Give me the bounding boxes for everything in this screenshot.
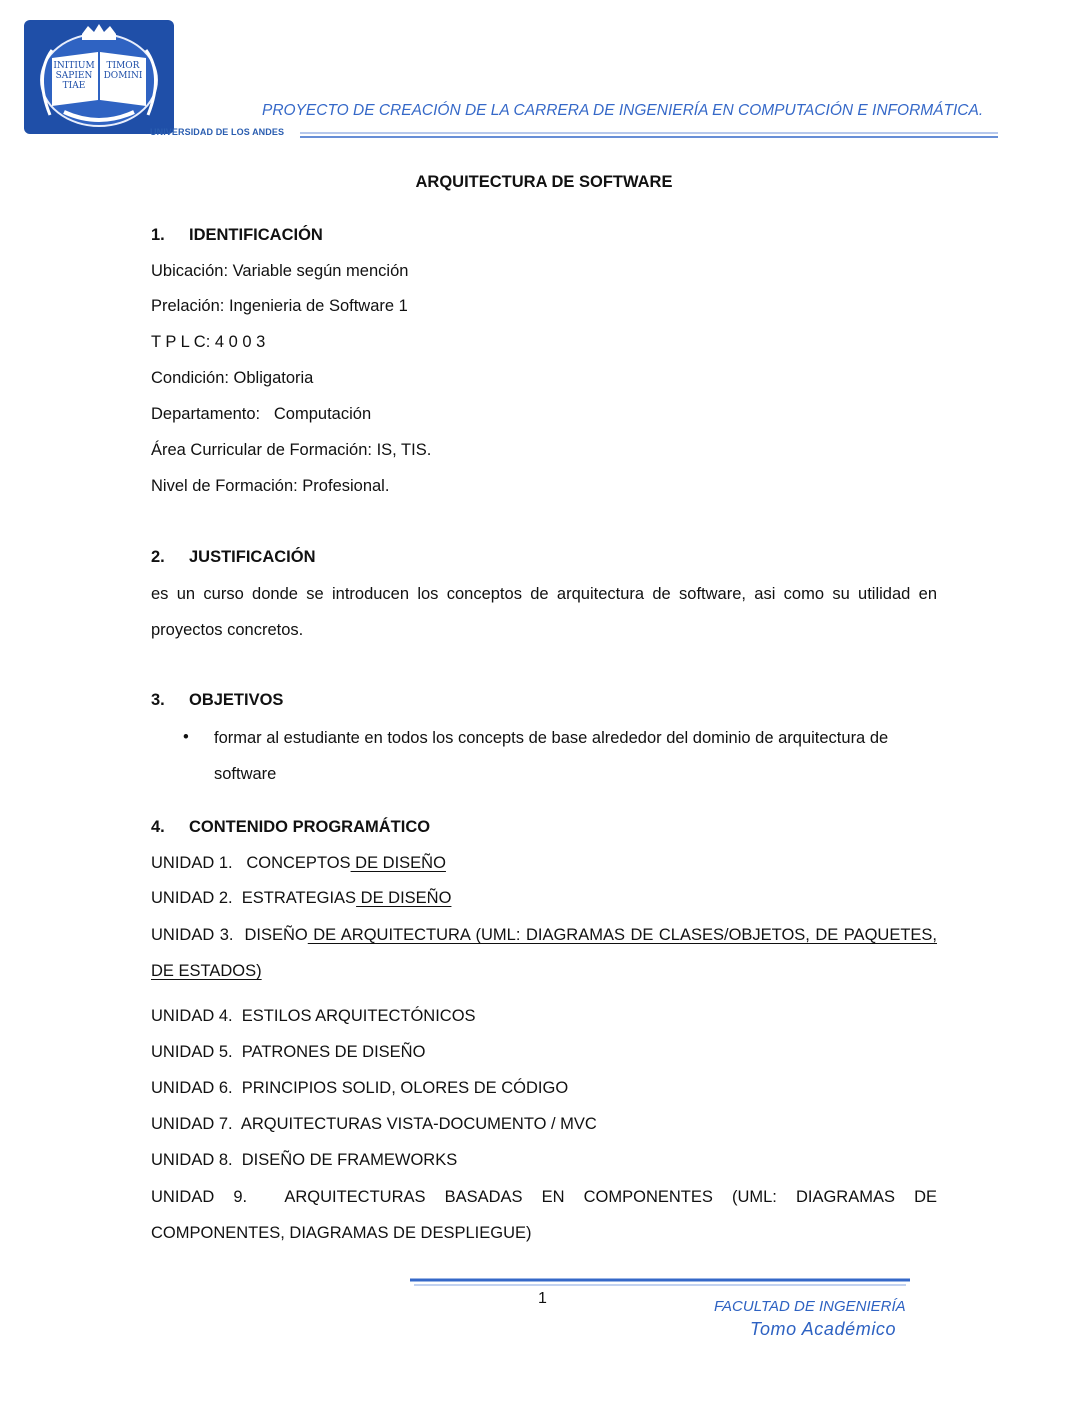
section-number: 3.	[151, 691, 165, 709]
unidad-underlined-text: DE ARQUITECTURA (UML: DIAGRAMAS DE CLASES/OBJETOS, DE PAQUETES, DE ESTADOS)	[151, 926, 937, 980]
justificacion-paragraph: es un curso donde se introducen los conceptos de arquitectura de software, asi como su utilidad en proyectos concretos.	[151, 585, 937, 639]
ident-nivel: Nivel de Formación: Profesional.	[151, 477, 390, 495]
svg-text:TIMOR: TIMOR	[106, 61, 140, 71]
svg-text:TIAE: TIAE	[62, 81, 86, 91]
unidad-1	[151, 854, 446, 873]
ident-departamento: Departamento: Computación	[151, 405, 372, 423]
ident-prelacion: Prelación: Ingenieria de Software 1	[151, 297, 408, 315]
page-number: 1	[538, 1290, 547, 1307]
section-heading-objetivos	[151, 691, 283, 710]
section-heading-identificacion	[151, 226, 323, 245]
section-number: 4.	[151, 818, 165, 836]
unidad-label: UNIDAD 3. DISEÑO	[151, 926, 308, 944]
svg-text:INITIUM: INITIUM	[53, 61, 95, 71]
unidad-label: UNIDAD 1. CONCEPTOS	[151, 854, 351, 872]
document-title: ARQUITECTURA DE SOFTWARE	[415, 173, 673, 191]
header-divider	[300, 126, 998, 134]
section-number: 2.	[151, 548, 165, 566]
section-title: CONTENIDO PROGRAMÁTICO	[189, 818, 431, 836]
unidad-underlined-text: DE DISEÑO	[356, 889, 452, 907]
objetivo-item: formar al estudiante en todos los concepts de base alrededor del dominio de arquitectura de software	[214, 729, 889, 783]
footer-divider	[410, 1274, 910, 1284]
unidad-6: UNIDAD 6. PRINCIPIOS SOLID, OLORES DE CÓDIGO	[151, 1079, 569, 1097]
unidad-7: UNIDAD 7. ARQUITECTURAS VISTA-DOCUMENTO / MVC	[151, 1115, 597, 1133]
unidad-2	[151, 889, 451, 908]
footer-faculty: FACULTAD DE INGENIERÍA	[714, 1298, 906, 1315]
unidad-8: UNIDAD 8. DISEÑO DE FRAMEWORKS	[151, 1151, 458, 1169]
unidad-label: UNIDAD 2. ESTRATEGIAS	[151, 889, 357, 907]
header-project-title: PROYECTO DE CREACIÓN DE LA CARRERA DE INGENIERÍA EN COMPUTACIÓN E INFORMÁTICA.	[262, 102, 984, 119]
section-title: OBJETIVOS	[189, 691, 284, 709]
ident-area-curricular: Área Curricular de Formación: IS, TIS.	[151, 441, 432, 459]
unidad-4: UNIDAD 4. ESTILOS ARQUITECTÓNICOS	[151, 1007, 476, 1025]
section-heading-contenido	[151, 818, 430, 837]
ident-condicion: Condición: Obligatoria	[151, 369, 314, 387]
section-number: 1.	[151, 226, 165, 244]
section-heading-justificacion	[151, 548, 316, 567]
svg-text:DOMINI: DOMINI	[103, 71, 143, 81]
svg-text:SAPIEN: SAPIEN	[55, 71, 93, 81]
section-title: JUSTIFICACIÓN	[189, 548, 316, 566]
unidad-9: UNIDAD 9. ARQUITECTURAS BASADAS EN COMPONENTES (UML: DIAGRAMAS DE COMPONENTES, DIAGRAMAS DE DESPLIEGUE)	[151, 1188, 942, 1242]
university-name: UNIVERSIDAD DE LOS ANDES	[150, 127, 285, 137]
ident-ubicacion: Ubicación: Variable según mención	[151, 262, 409, 280]
bullet-marker: •	[183, 728, 189, 746]
ident-tplc: T P L C: 4 0 0 3	[151, 333, 266, 351]
unidad-underlined-text: DE DISEÑO	[350, 854, 446, 872]
unidad-3	[151, 917, 937, 989]
university-seal-logo	[24, 20, 174, 134]
footer-tomo: Tomo Académico	[750, 1319, 897, 1339]
unidad-5: UNIDAD 5. PATRONES DE DISEÑO	[151, 1043, 426, 1061]
section-title: IDENTIFICACIÓN	[189, 226, 323, 244]
